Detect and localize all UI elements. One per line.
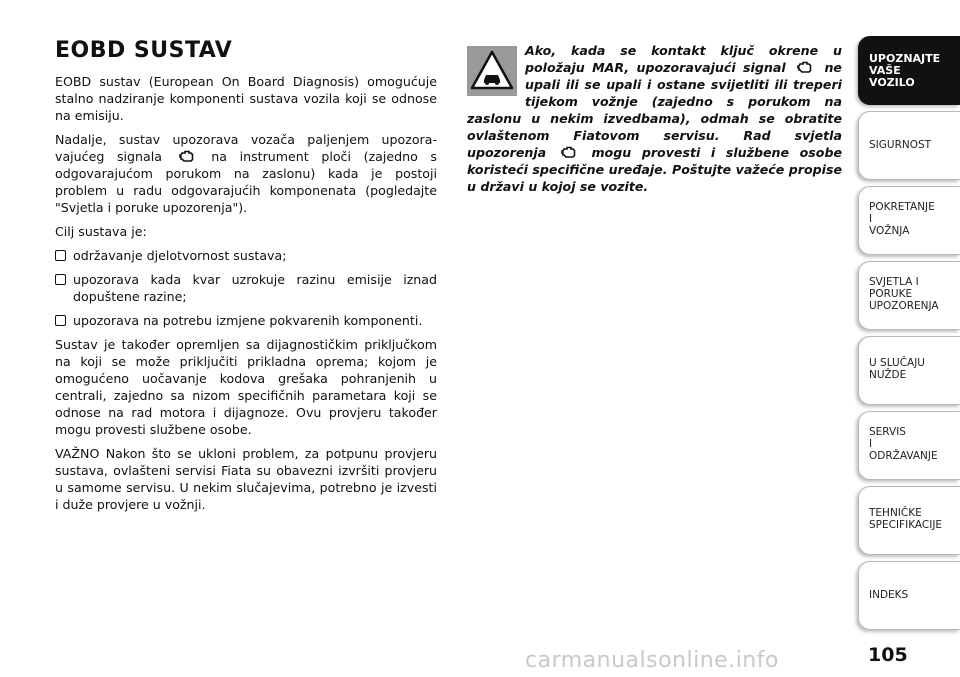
tab-servis-i-odrzavanje[interactable] (858, 411, 960, 480)
tab-label: INDEKS (869, 589, 909, 601)
checkbox-bullet-icon (55, 274, 66, 285)
list-item-text: održavanje djelotvornost sustava; (73, 248, 287, 263)
engine-check-icon (179, 150, 195, 163)
list-item (55, 271, 437, 305)
paragraph-signal-part1: Nadalje, sustav upozorava vozača paljenjem upozora-vajućeg signala (55, 132, 437, 164)
tab-u-slucaju-nuzde[interactable] (858, 336, 960, 405)
paragraph-intro: EOBD sustav (European On Board Diagnosis) omogućuje stalno nadziranje komponenti sustava vozila koji se odnose na emisiju. (55, 74, 437, 123)
tab-label: UPOZNAJTE VAŠE VOZILO (869, 52, 941, 89)
warning-text (467, 42, 842, 195)
tab-sigurnost[interactable] (858, 111, 960, 180)
warning-text-part3: mogu provesti i službene osobe koristeći specifične uređaje. Poštujte važeće propise u državi u kojoj se vozite. (467, 145, 843, 194)
list-item (55, 312, 437, 329)
list-item-text: upozorava kada kvar uzrokuje razinu emisije iznad dopuštene razine; (73, 272, 437, 304)
paragraph-goal: Cilj sustava je: (55, 224, 147, 239)
section-title: EOBD SUSTAV (55, 38, 233, 63)
tab-tehnicke-specifikacije[interactable] (858, 486, 960, 555)
list-item (55, 247, 437, 264)
list-item-text: upozorava na potrebu izmjene pokvarenih komponenti. (73, 313, 423, 328)
warning-text-part1: Ako, kada se kontakt ključ okrene u položaju MAR, upozoravajući signal (525, 43, 842, 75)
page-number: 105 (868, 644, 908, 666)
tab-pokretanje-i-voznja[interactable] (858, 186, 960, 255)
paragraph-signal-part2: na instrument ploči (zajedno s odgovarajućom porukom na zaslonu) kada je postoji problem u radu odgovarajućih komponenata (pogledajte "Svjetla i poruke upozorenja"). (55, 149, 437, 215)
main-column (55, 38, 437, 520)
checkbox-bullet-icon (55, 250, 66, 261)
paragraph-important: VAŽNO Nakon što se ukloni problem, za potpunu provjeru sustava, ovlašteni servisi Fiata su obavezni izvršiti provjeru u samome servisu. U nekim slučajevima, potrebno je izvesti i duže provjere u vožnji. (55, 446, 437, 512)
tab-label: TEHNIČKE SPECIFIKACIJE (869, 507, 943, 531)
paragraph-signal (55, 131, 437, 216)
tab-label: POKRETANJE I VOŽNJA (869, 201, 935, 237)
tab-label: SIGURNOST (869, 139, 932, 151)
chapter-tabs (858, 36, 960, 636)
tab-label: U SLUČAJU NUŽDE (869, 357, 925, 381)
warning-box (467, 42, 842, 195)
watermark-text: carmanualsonline.info (525, 648, 779, 673)
paragraph-diagnostic: Sustav je također opremljen sa dijagnostičkim priključkom na koji se može priključiti prikladna oprema; kojom je omogućeno uočavanje kodova grešaka pohranjenih u centrali, zajedno sa nizom specifičnih parametara koji se odnose na rad motora i dijagnoze. Ovu provjeru također mogu provesti službene osobe. (55, 337, 437, 437)
engine-check-icon (797, 61, 813, 74)
tab-svjetla-i-poruke[interactable] (858, 261, 960, 330)
tab-upoznajte-vase-vozilo[interactable] (858, 36, 960, 105)
tab-indeks[interactable] (858, 561, 960, 630)
warning-triangle-icon (467, 46, 517, 96)
warning-text-part2: ne upali ili se upali i ostane svijetliti ili treperi tijekom vožnje (zajedno s porukom na zaslonu u nekim izvedbama), odmah se obratite ovlaštenom Fiatovom servisu. Rad svjetla upozorenja (467, 60, 842, 160)
tab-label: SVJETLA I PORUKE UPOZORENJA (869, 276, 939, 312)
engine-check-icon (561, 146, 577, 159)
checkbox-bullet-icon (55, 315, 66, 326)
tab-label: SERVIS I ODRŽAVANJE (869, 426, 938, 462)
